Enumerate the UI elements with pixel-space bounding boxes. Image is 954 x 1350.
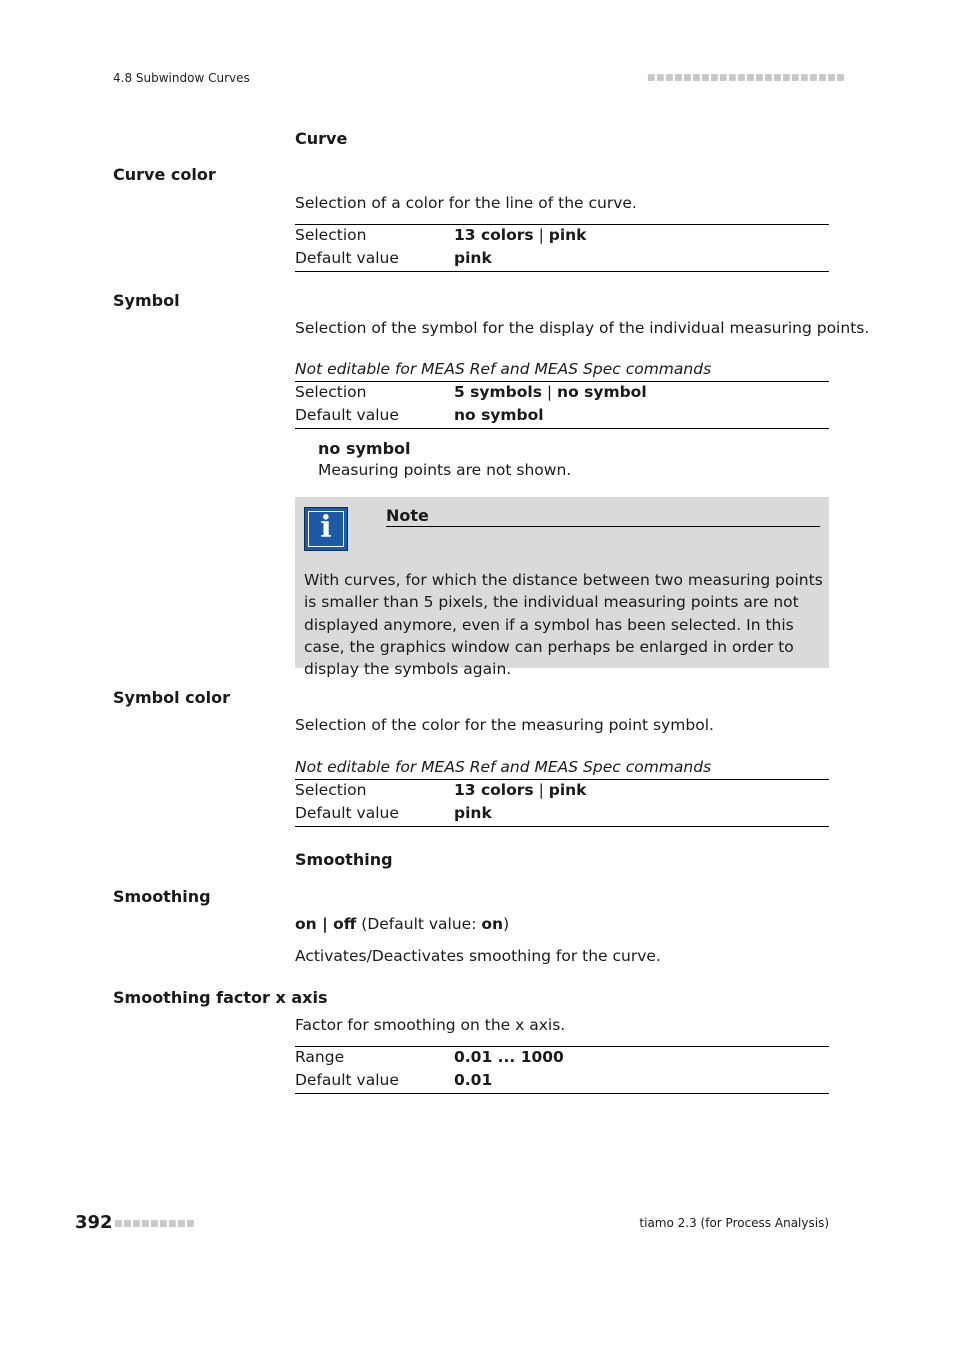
table-key: Default value [295,249,399,267]
param-description-symbol: Selection of the symbol for the display of the individual measuring points. [295,319,870,337]
table-row [295,780,829,803]
param-label-curve-color: Curve color [113,165,216,184]
option-description-no-symbol: Measuring points are not shown. [318,461,572,479]
param-values-smoothing: on | off (Default value: on) [295,915,510,933]
table-value: pink [454,804,492,822]
table-row [295,382,829,405]
table-key: Selection [295,383,367,401]
table-key: Default value [295,804,399,822]
table-value: 0.01 [454,1071,493,1089]
param-description-smoothing: Activates/Deactivates smoothing for the curve. [295,947,661,965]
footer-dots: ■■■■■■■■■ [114,1219,196,1229]
footer-product: tiamo 2.3 (for Process Analysis) [639,1216,829,1230]
table-value: 13 colors | pink [454,226,587,244]
param-table-symbol [295,381,829,429]
table-row [295,803,829,826]
running-header-section: 4.8 Subwindow Curves [113,71,250,85]
table-value: 13 colors | pink [454,781,587,799]
table-value: 0.01 ... 1000 [454,1048,564,1066]
table-row [295,225,829,248]
param-description-symbol-color: Selection of the color for the measuring point symbol. [295,716,714,734]
page-number: 392 [75,1212,113,1233]
note-title: Note [386,506,820,527]
table-key: Selection [295,781,367,799]
param-label-smoothing: Smoothing [113,887,211,906]
param-description-smoothing-factor-x: Factor for smoothing on the x axis. [295,1016,566,1034]
param-description-curve-color: Selection of a color for the line of the curve. [295,194,637,212]
table-key: Range [295,1048,345,1066]
table-value: pink [454,249,492,267]
info-icon: i [304,507,348,551]
param-restriction-symbol: Not editable for MEAS Ref and MEAS Spec commands [295,360,712,378]
table-value: 5 symbols | no symbol [454,383,647,401]
note-box [295,497,829,679]
table-key: Default value [295,406,399,424]
param-label-smoothing-factor-x: Smoothing factor x axis [113,988,328,1007]
table-row [295,1070,829,1093]
table-row [295,248,829,271]
table-key: Selection [295,226,367,244]
param-label-symbol-color: Symbol color [113,688,230,707]
note-body: With curves, for which the distance between two measuring points is smaller than 5 pixels, the individual measuring points are not displayed anymore, even if a symbol has been selected. In this case, the graphics window can perhaps be enlarged in order to display the symbols again. [304,571,823,679]
param-table-symbol-color [295,779,829,827]
table-row [295,1047,829,1070]
option-title-no-symbol: no symbol [318,439,411,458]
section-title-smoothing: Smoothing [295,850,393,869]
param-restriction-symbol-color: Not editable for MEAS Ref and MEAS Spec commands [295,758,712,776]
param-table-smoothing-factor-x [295,1046,829,1094]
running-header-dots: ■■■■■■■■■■■■■■■■■■■■■■ [647,73,846,83]
param-table-curve-color [295,224,829,272]
section-title-curve: Curve [295,129,348,148]
table-row [295,405,829,428]
param-label-symbol: Symbol [113,291,180,310]
table-value: no symbol [454,406,544,424]
table-key: Default value [295,1071,399,1089]
